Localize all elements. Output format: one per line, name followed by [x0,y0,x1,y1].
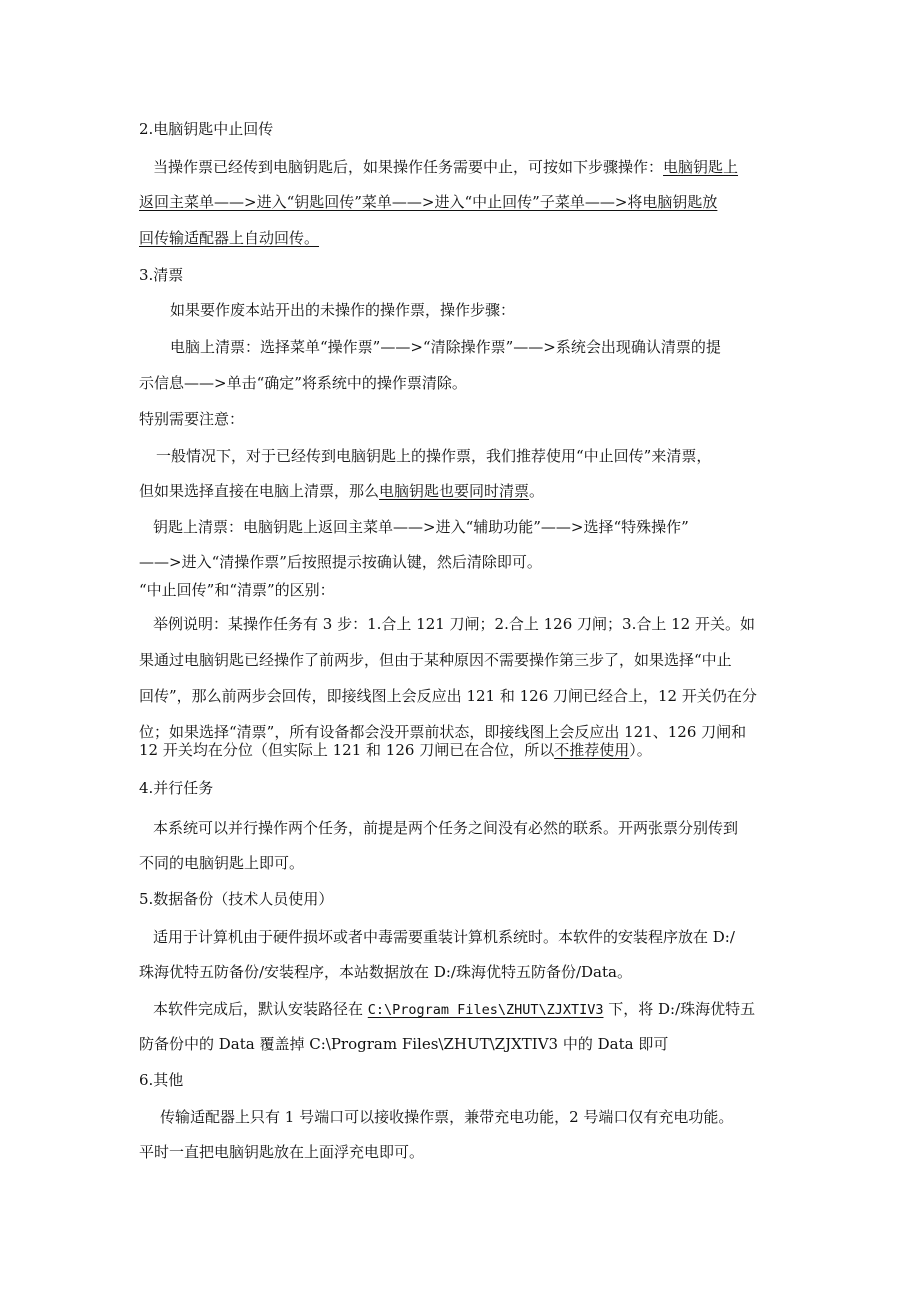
example-line-1: 举例说明：某操作任务有 3 步：1.合上 121 刀闸；2.合上 126 刀闸；3.合上 12 开关。如 [153,615,755,633]
pc-clear-line-2: 示信息——>单击“确定”将系统中的操作票清除。 [139,374,467,392]
section-5-heading: 5.数据备份（技术人员使用） [139,890,334,908]
example-line-4: 位；如果选择“清票”，所有设备都会没开票前状态，即接线图上会反应出 121、126 刀闸和 [139,723,747,741]
example-line-5: 12 开关均在分位（但实际上 121 和 126 刀闸已在合位，所以不推荐使用）。 [139,741,652,759]
note-title: 特别需要注意： [139,410,245,428]
section-4-heading: 4.并行任务 [139,779,214,797]
section-6-heading: 6.其他 [139,1071,184,1089]
example-line-3: 回传”，那么前两步会回传，即接线图上会反应出 121 和 126 刀闸已经合上，12 开关仍在分 [139,687,757,705]
section-5-line-2: 珠海优特五防备份/安装程序，本站数据放在 D:/珠海优特五防备份/Data。 [139,963,632,981]
section-2-heading: 2.电脑钥匙中止回传 [139,120,274,138]
section-4-line-1: 本系统可以并行操作两个任务，前提是两个任务之间没有必然的联系。开两张票分别传到 [153,819,739,837]
key-clear-line-2: ——>进入“清操作票”后按照提示按确认键，然后清除即可。 [139,553,542,571]
section-6-line-2: 平时一直把电脑钥匙放在上面浮充电即可。 [139,1143,425,1161]
underlined-steps: 电脑钥匙上 [663,158,739,176]
section-2-paragraph-line-1: 当操作票已经传到电脑钥匙后，如果操作任务需要中止，可按如下步骤操作：电脑钥匙上 [153,158,739,176]
note-line-2: 但如果选择直接在电脑上清票，那么电脑钥匙也要同时清票。 [139,482,545,500]
section-6-line-1: 传输适配器上只有 1 号端口可以接收操作票，兼带充电功能，2 号端口仅有充电功能。 [160,1108,734,1126]
section-5-line-3: 本软件完成后，默认安装路径在 C:\Program Files\ZHUT\ZJXTIV3 下，将 D:/珠海优特五 [153,1000,756,1018]
note-line-1: 一般情况下，对于已经传到电脑钥匙上的操作票，我们推荐使用“中止回传”来清票， [156,447,712,465]
section-5-line-4: 防备份中的 Data 覆盖掉 C:\Program Files\ZHUT\ZJXTIV3 中的 Data 即可 [139,1035,669,1053]
section-4-line-2: 不同的电脑钥匙上即可。 [139,854,305,872]
section-3-intro: 如果要作废本站开出的未操作的操作票，操作步骤： [170,301,516,319]
section-2-paragraph-line-3: 回传输适配器上自动回传。 [139,229,320,247]
section-3-heading: 3.清票 [139,266,184,284]
section-2-paragraph-line-2: 返回主菜单——>进入“钥匙回传”菜单——>进入“中止回传”子菜单——>将电脑钥匙放 [139,193,718,211]
key-clear-line-1: 钥匙上清票：电脑钥匙上返回主菜单——>进入“辅助功能”——>选择“特殊操作” [153,518,689,536]
install-path-link: C:\Program Files\ZHUT\ZJXTIV3 [367,1002,604,1018]
example-line-2: 果通过电脑钥匙已经操作了前两步，但由于某种原因不需要操作第三步了，如果选择“中止 [139,651,732,669]
pc-clear-line-1: 电脑上清票：选择菜单“操作票”——>“清除操作票”——>系统会出现确认清票的提 [170,338,721,356]
section-5-line-1: 适用于计算机由于硬件损坏或者中毒需要重装计算机系统时。本软件的安装程序放在 D:/ [153,928,735,946]
difference-title: “中止回传”和“清票”的区别： [139,581,335,599]
